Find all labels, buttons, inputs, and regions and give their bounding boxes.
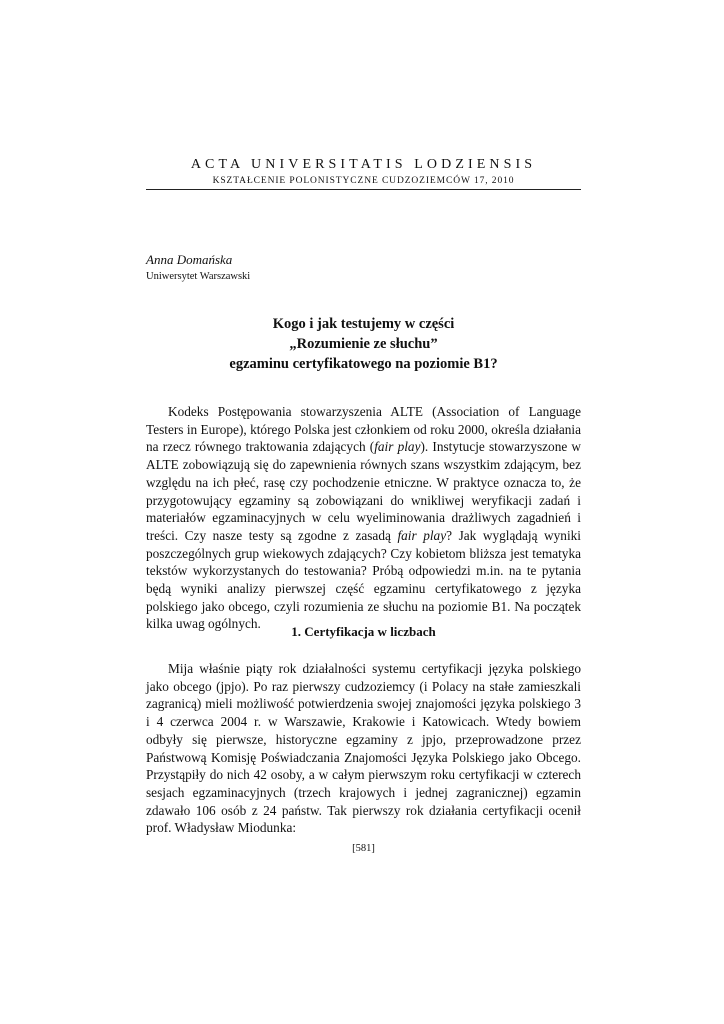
- intro-text: Kodeks Postępowania stowarzyszenia ALTE (Association of Language Testers in Europe), którego Polska jest członkiem od roku 2000, określa działania na rzecz równego traktowania zdających (: [146, 404, 581, 455]
- article-title: [146, 314, 581, 374]
- article-title-line: egzaminu certyfikatowego na poziomie B1?: [229, 356, 498, 372]
- intro-text: ). Instytucje stowarzyszone w ALTE zobowiązują się do zapewnienia równych szans wszystkim zdającym, bez względu na ich płeć, rasę czy pochodzenie etniczne. W praktyce oznacza to, że przygotowujący egzaminy są zobowiązani do wnikliwej weryfikacji zadań i materiałów egzaminacyjnych w celu wyeliminowania drażliwych zagadnień i treści. Czy nasze testy są zgodne z zasadą: [146, 439, 582, 543]
- page: [146, 0, 581, 1024]
- journal-title: ACTA UNIVERSITATIS LODZIENSIS: [190, 157, 537, 172]
- intro-italic-term: fair play: [397, 527, 447, 543]
- page-number: [581]: [352, 843, 375, 854]
- journal-subtitle: KSZTAŁCENIE POLONISTYCZNE CUDZOZIEMCÓW 17, 2010: [212, 176, 515, 186]
- article-title-line: „Rozumienie ze słuchu”: [289, 336, 438, 352]
- intro-italic-term: fair play: [374, 439, 421, 455]
- author-name: Anna Domańska: [146, 252, 233, 267]
- header-rule: [146, 189, 581, 190]
- section-paragraph: Mija właśnie piąty rok działalności systemu certyfikacji języka polskiego jako obcego (jpjo). Po raz pierwszy cudzoziemcy (i Polacy na stałe zamieszkali zagranicą) mieli możliwość potwierdzenia swojej znajomości języka polskiego 3 i 4 czerwca 2004 r. w Warszawie, Krakowie i Katowicach. Wtedy bowiem odbyły się pierwsze, historyczne egzaminy z jpjo, przeprowadzone przez Państwową Komisję Poświadczania Znajomości Języka Polskiego jako Obcego. Przystąpiły do nich 42 osoby, a w całym pierwszym roku certyfikacji w czterech sesjach egzaminacyjnych (trzech krajowych i jednej zagranicznej) egzamin zdawało 106 osób z 24 państw. Tak pierwszy rok działania certyfikacji ocenił prof. Władysław Miodunka:: [146, 661, 581, 836]
- section-heading: 1. Certyfikacja w liczbach: [291, 624, 436, 639]
- author-affiliation: Uniwersytet Warszawski: [146, 271, 251, 282]
- intro-paragraph: [146, 403, 581, 633]
- intro-text: ? Jak wyglądają wyniki poszczególnych grup wiekowych zdających? Czy kobietom bliższa jest tematyka tekstów wykorzystanych do testowania? Próbą odpowiedzi m.in. na te pytania będą wyniki analizy pierwszej część egzaminu certyfikatowego z języka polskiego jako obcego, czyli rozumienia ze słuchu na poziomie B1. Na początek kilka uwag ogólnych.: [146, 527, 581, 632]
- article-title-line: Kogo i jak testujemy w części: [272, 316, 455, 332]
